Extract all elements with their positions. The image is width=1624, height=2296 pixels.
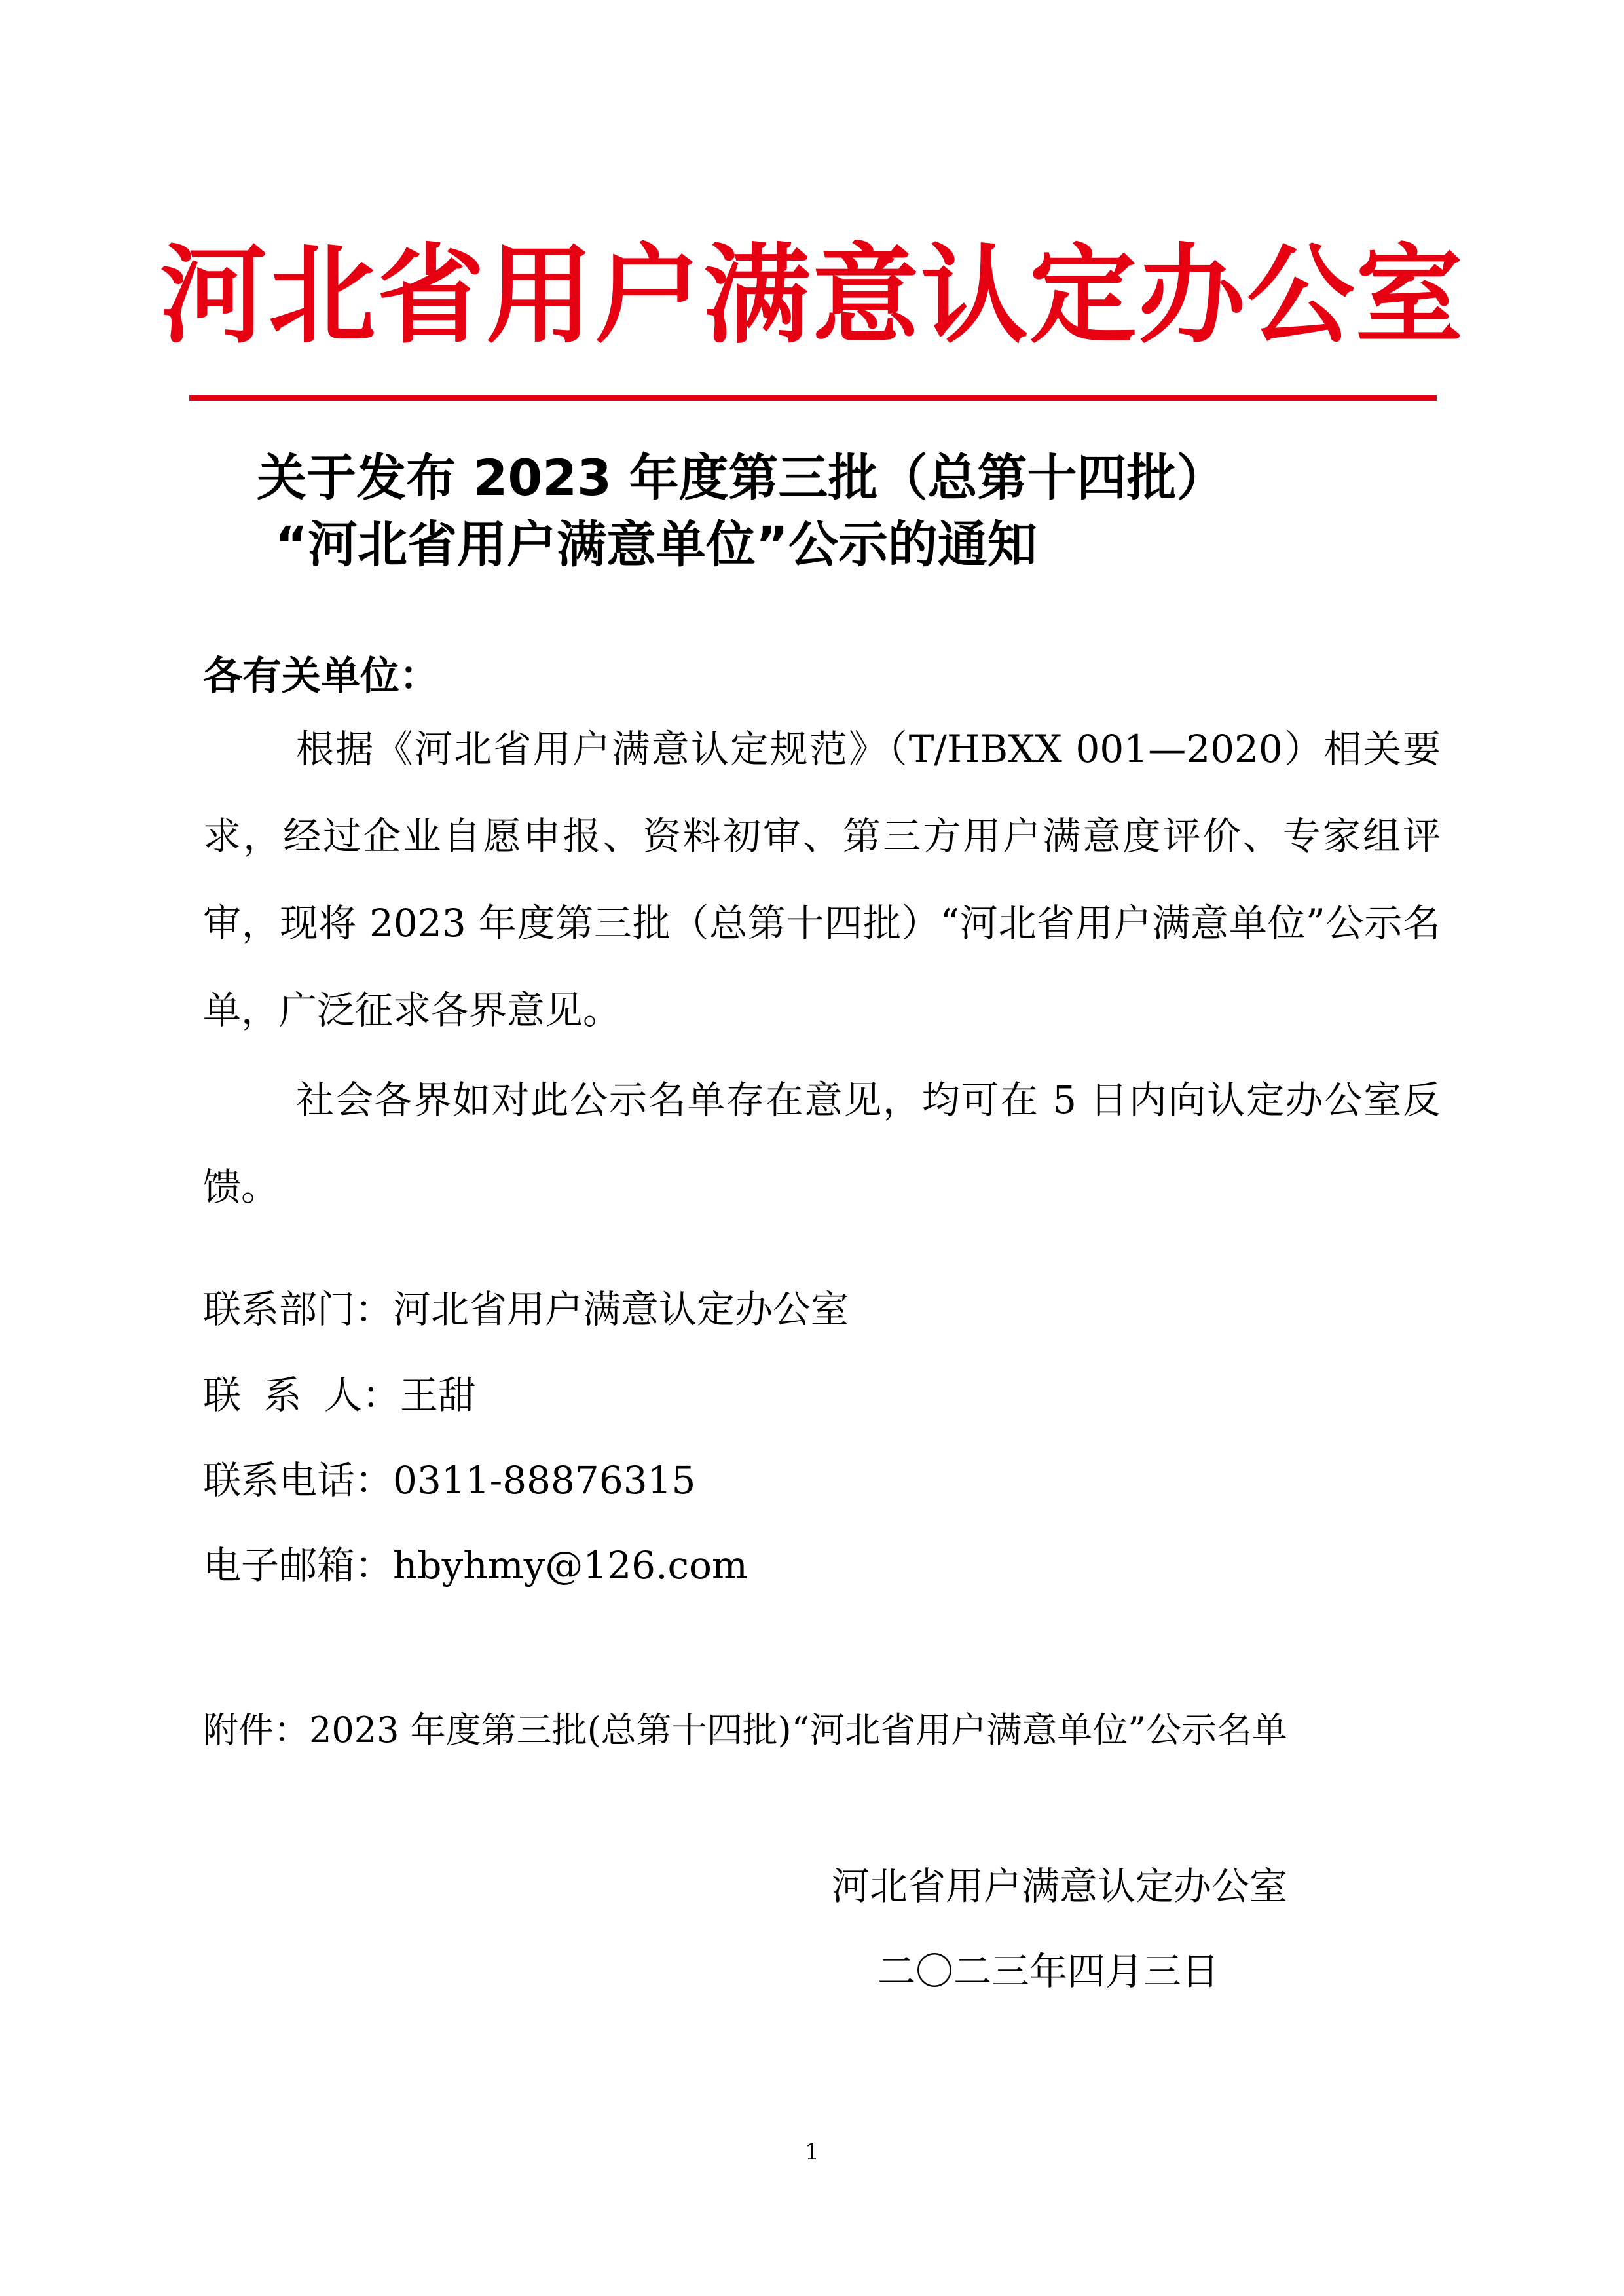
- notice-title-line-2: “河北省用户满意单位”公示的通知: [275, 515, 1037, 574]
- notice-title-line-1: 关于发布 2023 年度第三批（总第十四批）: [257, 448, 1227, 507]
- contact-person-label: 联 系 人：: [203, 1373, 400, 1417]
- contact-phone-label: 联系电话：: [203, 1458, 394, 1503]
- body-paragraph-1: 根据《河北省用户满意认定规范》（T/HBXX 001—2020）相关要求，经过企业自愿申报、资料初审、第三方用户满意度评价、专家组评审，现将 2023 年度第三批（总第十四批）“河北省用户满意单位”公示名单，广泛征求各界意见。: [203, 727, 1441, 1032]
- contact-email: [203, 1536, 748, 1595]
- contact-department-label: 联系部门：: [203, 1287, 394, 1332]
- body-paragraph-2: 社会各界如对此公示名单存在意见，均可在 5 日内向认定办公室反馈。: [203, 1078, 1441, 1209]
- page-number: 1: [805, 2139, 819, 2165]
- contact-phone: [203, 1451, 695, 1510]
- attachment-line: 附件：2023 年度第三批(总第十四批)“河北省用户满意单位”公示名单: [203, 1709, 1287, 1751]
- contact-person-value: 王甜: [399, 1373, 476, 1417]
- masthead-title: 河北省用户满意认定办公室: [159, 233, 1464, 358]
- contact-email-label: 电子邮箱：: [203, 1543, 394, 1588]
- signature-organization: 河北省用户满意认定办公室: [832, 1864, 1288, 1908]
- contact-person: [203, 1366, 476, 1425]
- contact-phone-value: 0311-88876315: [393, 1458, 696, 1503]
- salutation: 各有关单位：: [203, 653, 439, 699]
- contact-department: [203, 1280, 849, 1339]
- signature-date: 二〇二三年四月三日: [877, 1949, 1220, 1994]
- masthead-red-rule: [189, 395, 1437, 401]
- contact-email-value: hbyhmy@126.com: [393, 1543, 748, 1588]
- contact-department-value: 河北省用户满意认定办公室: [393, 1287, 849, 1332]
